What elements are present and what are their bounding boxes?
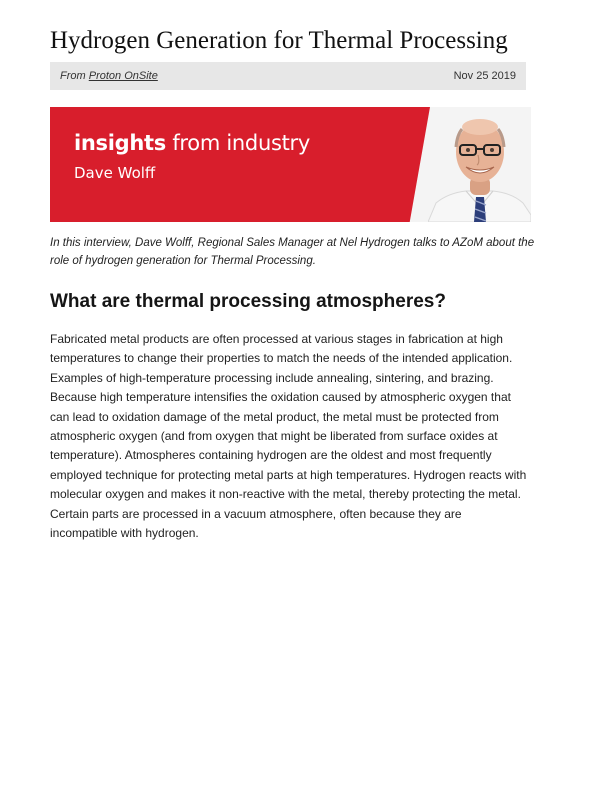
- insights-banner: [50, 107, 531, 222]
- banner-interviewee-name: Dave Wolff: [74, 164, 156, 182]
- source-prefix: From: [60, 70, 86, 82]
- article-meta-bar: [50, 62, 526, 90]
- article-source: [60, 70, 158, 82]
- page-title: Hydrogen Generation for Thermal Processing: [50, 27, 508, 54]
- interview-caption: In this interview, Dave Wolff, Regional Sales Manager at Nel Hydrogen talks to AZoM about the role of hydrogen generation for Thermal Processing.: [50, 237, 535, 267]
- banner-heading-rest: from industry: [165, 131, 311, 155]
- portrait-photo: [428, 107, 531, 222]
- banner-heading-bold: insights: [74, 131, 166, 155]
- section-heading: What are thermal processing atmospheres?: [50, 291, 446, 312]
- article-date: Nov 25 2019: [453, 70, 516, 82]
- banner-heading: [74, 131, 310, 155]
- section-paragraph: Fabricated metal products are often processed at various stages in fabrication at high temperatures to change their properties to match the needs of the intended application. Examples of high-temperature processing include annealing, sintering, and brazing. Because high temperature intensifies the oxidation caused by atmospheric oxygen that can lead to oxidation damage of the metal product, the metal must be protected from atmospheric oxygen (and from oxygen that might be liberated from surface oxides at temperature). Atmospheres containing hydrogen are the oldest and most frequently employed technique for protecting metal parts at high temperatures. Hydrogen reacts with molecular oxygen and makes it non-reactive with the metal, thereby protecting the metal. Certain parts are processed in a vacuum atmosphere, often because they are incompatible with hydrogen.: [50, 332, 527, 541]
- source-link[interactable]: Proton OnSite: [88, 70, 158, 82]
